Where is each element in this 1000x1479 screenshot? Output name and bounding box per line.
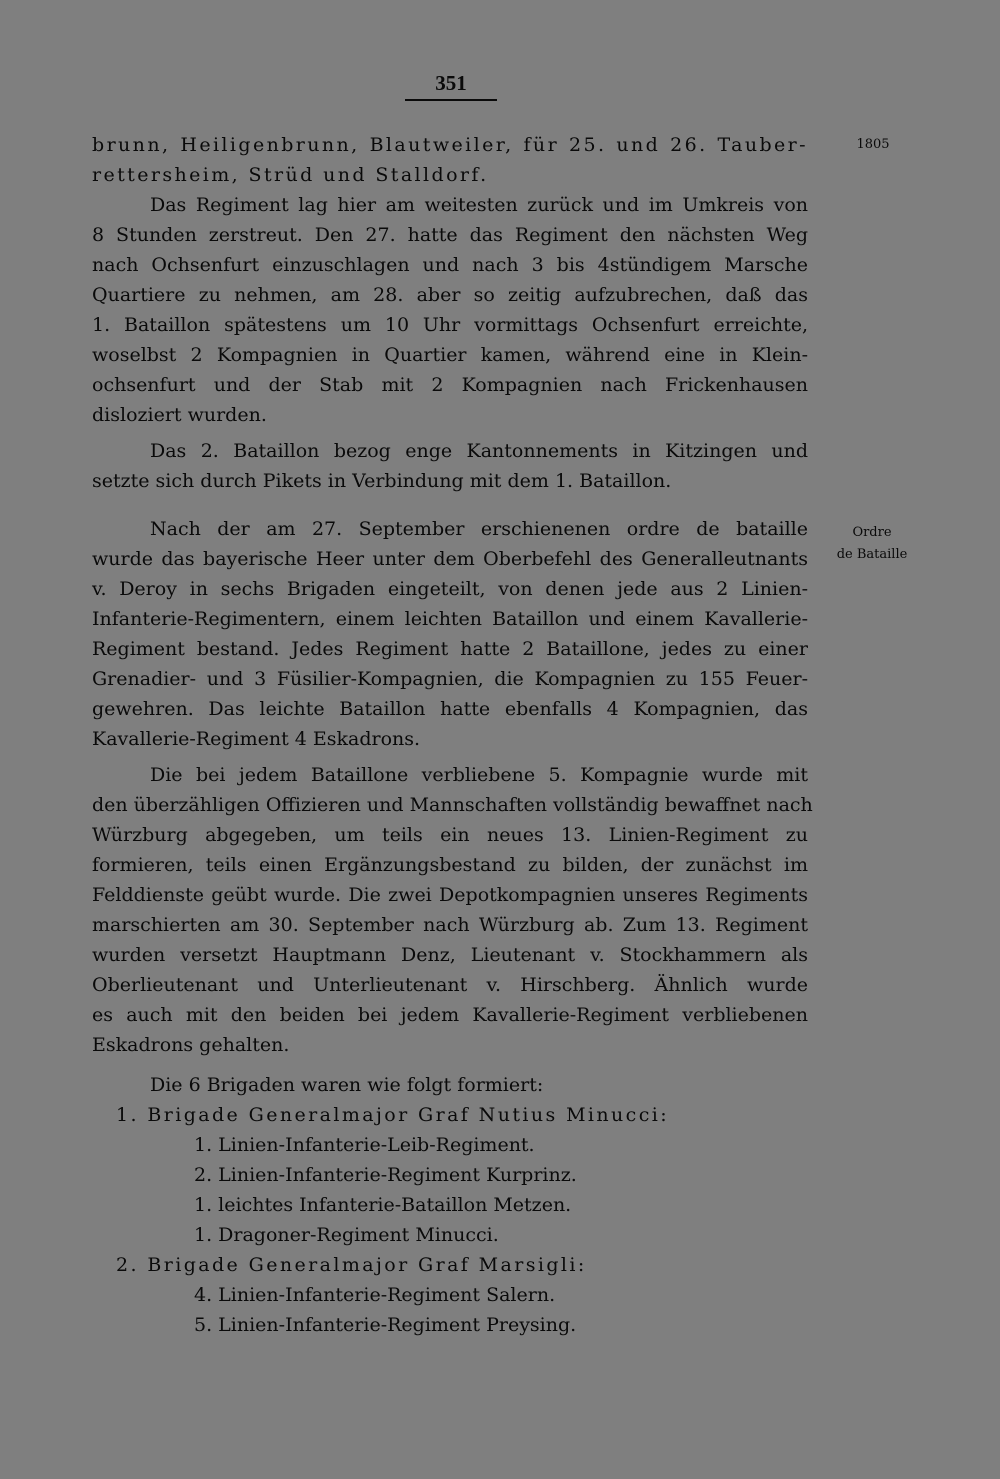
text-line: Grenadier- und 3 Füsilier-Kompagnien, die Kompagnien zu 155 Feuer- — [92, 668, 808, 690]
text-line: den überzähligen Offizieren und Mannschaften vollständig bewaffnet nach — [92, 794, 813, 816]
margin-note-line: de Bataille — [836, 547, 908, 562]
text-line: Würzburg abgegeben, um teils ein neues 13. Linien-Regiment zu — [92, 824, 808, 846]
list-item: 5. Linien-Infanterie-Regiment Preysing. — [194, 1314, 577, 1336]
text-line: woselbst 2 Kompagnien in Quartier kamen, während eine in Klein- — [92, 344, 808, 366]
text-line: ochsenfurt und der Stab mit 2 Kompagnien nach Frickenhausen — [92, 374, 808, 396]
margin-note-year — [836, 134, 910, 156]
paragraph-2 — [92, 190, 808, 430]
text-line: 1. Bataillon spätestens um 10 Uhr vormittags Ochsenfurt erreichte, — [92, 314, 808, 336]
brigade-heading: 1. Brigade Generalmajor Graf Nutius Minucci: — [116, 1104, 670, 1126]
text-line: rettersheim, Strüd und Stalldorf. — [92, 164, 489, 186]
header-rule — [405, 99, 497, 101]
text-line: marschierten am 30. September nach Würzburg ab. Zum 13. Regiment — [92, 914, 808, 936]
margin-note-ordre — [818, 522, 926, 566]
paragraph-3 — [92, 436, 808, 496]
text-line: wurde das bayerische Heer unter dem Oberbefehl des Generalleutnants — [92, 548, 808, 570]
paragraph-5 — [92, 760, 813, 1060]
margin-note-line: Ordre — [852, 525, 892, 540]
text-line: Kavallerie-Regiment 4 Eskadrons. — [92, 728, 421, 750]
text-line: nach Ochsenfurt einzuschlagen und nach 3 bis 4stündigem Marsche — [92, 254, 808, 276]
text-line: Felddienste geübt wurde. Die zwei Depotkompagnien unseres Regiments — [92, 884, 808, 906]
list-item: 4. Linien-Infanterie-Regiment Salern. — [194, 1284, 556, 1306]
text-line: brunn, Heiligenbrunn, Blautweiler, für 25. und 26. Tauber- — [92, 134, 808, 156]
text-line: Infanterie-Regimentern, einem leichten Bataillon und einem Kavallerie- — [92, 608, 808, 630]
text-line: wurden versetzt Hauptmann Denz, Lieutenant v. Stockhammern als — [92, 944, 808, 966]
text-line: formieren, teils einen Ergänzungsbestand zu bilden, der zunächst im — [92, 854, 808, 876]
text-line: Eskadrons gehalten. — [92, 1034, 290, 1056]
text-line: Die bei jedem Bataillone verbliebene 5. Kompagnie wurde mit — [150, 764, 808, 786]
paragraph-4 — [92, 514, 808, 754]
text-line: Regiment bestand. Jedes Regiment hatte 2 Bataillone, jedes zu einer — [92, 638, 808, 660]
brigade-list — [92, 1070, 808, 1340]
text-line: es auch mit den beiden bei jedem Kavallerie-Regiment verbliebenen — [92, 1004, 808, 1026]
list-item: 1. leichtes Infanterie-Bataillon Metzen. — [194, 1194, 572, 1216]
list-item: 1. Dragoner-Regiment Minucci. — [194, 1224, 499, 1246]
text-line: disloziert wurden. — [92, 404, 267, 426]
paragraph-1 — [92, 130, 808, 190]
text-line: setzte sich durch Pikets in Verbindung mit dem 1. Bataillon. — [92, 470, 672, 492]
text-line: gewehren. Das leichte Bataillon hatte ebenfalls 4 Kompagnien, das — [92, 698, 808, 720]
margin-note-line: 1805 — [856, 137, 890, 152]
text-line: Nach der am 27. September erschienenen ordre de bataille — [150, 518, 808, 540]
list-item: 1. Linien-Infanterie-Leib-Regiment. — [194, 1134, 535, 1156]
text-line: Quartiere zu nehmen, am 28. aber so zeitig aufzubrechen, daß das — [92, 284, 808, 306]
text-line: 8 Stunden zerstreut. Den 27. hatte das Regiment den nächsten Weg — [92, 224, 808, 246]
page-number: 351 — [435, 71, 467, 95]
text-line: Das 2. Bataillon bezog enge Kantonnements in Kitzingen und — [150, 440, 808, 462]
text-line: Das Regiment lag hier am weitesten zurück und im Umkreis von — [150, 194, 808, 216]
brigade-heading: 2. Brigade Generalmajor Graf Marsigli: — [116, 1254, 587, 1276]
text-line: Oberlieutenant und Unterlieutenant v. Hirschberg. Ähnlich wurde — [92, 974, 808, 996]
text-line: v. Deroy in sechs Brigaden eingeteilt, von denen jede aus 2 Linien- — [92, 578, 808, 600]
list-intro: Die 6 Brigaden waren wie folgt formiert: — [150, 1074, 544, 1096]
list-item: 2. Linien-Infanterie-Regiment Kurprinz. — [194, 1164, 577, 1186]
